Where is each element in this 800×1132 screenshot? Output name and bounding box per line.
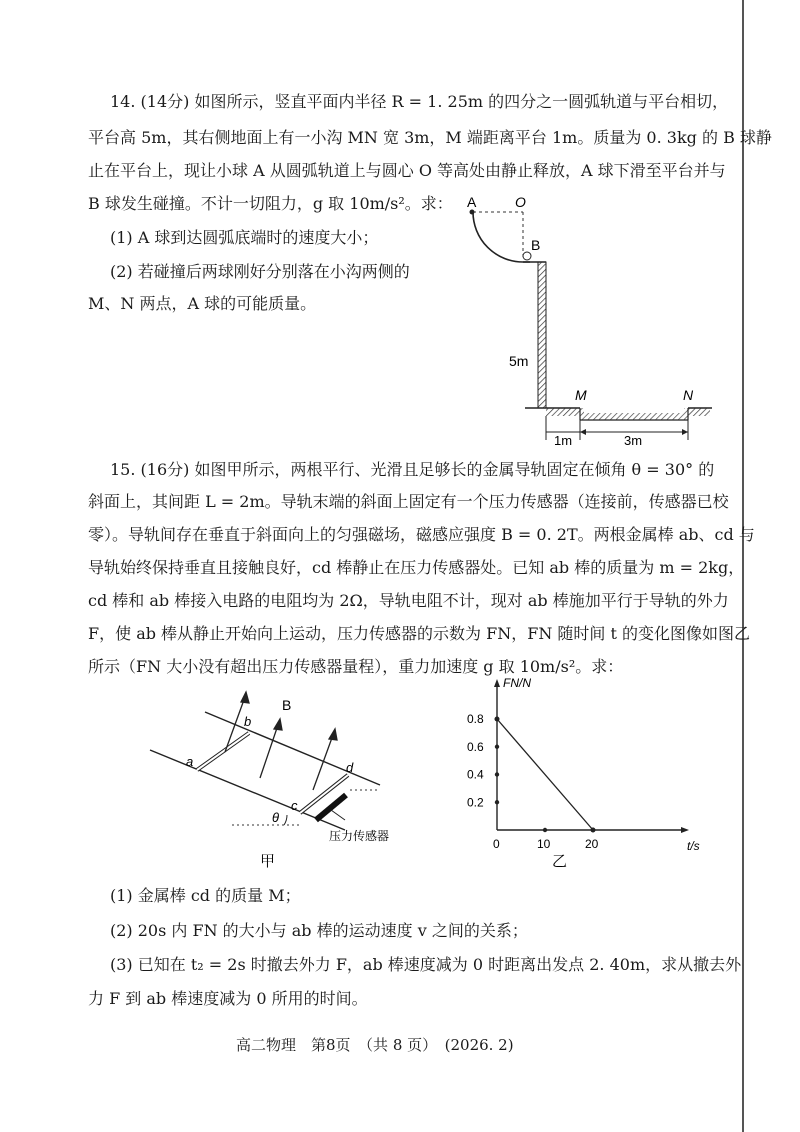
label-b: b [244,714,252,729]
page-footer: 高二物理 第8页 （共 8 页） (2026. 2) [236,1036,514,1054]
y-tick-dot [495,800,499,804]
label-m: M [575,387,587,403]
label-field-b: B [282,697,292,713]
q15-line2: 斜面上，其间距 L = 2m。导轨末端的斜面上固定有一个压力传感器（连接前，传感器已校 [88,492,729,511]
label-theta: θ [272,810,280,825]
q15-sub1: (1) 金属棒 cd 的质量 M； [110,886,301,905]
q15-line3: 零）。导轨间存在垂直于斜面向上的匀强磁场，磁感应强度 B = 0. 2T。两根金属棒 ab、cd 与 [88,525,755,544]
q14-line4: B 球发生碰撞。不计一切阻力，g 取 10m/s²。求： [88,194,453,213]
label-d: d [346,760,354,775]
label-n: N [683,387,694,403]
label-b: B [531,237,541,253]
label-3m: 3m [624,433,643,448]
x-tick-dot [543,828,547,832]
q15-sub3b: 力 F 到 ab 棒速度减为 0 所用的时间。 [88,989,368,1008]
y-axis-arrow [494,679,500,687]
q14-sub2a: (2) 若碰撞后两球刚好分别落在小沟两侧的 [110,262,410,281]
y-tick-label: 0.4 [467,767,484,782]
series-line [497,719,593,830]
q14-line3: 止在平台上，现让小球 A 从圆弧轨道上与圆心 O 等高处由静止释放，A 球下滑至平台并与 [88,161,726,180]
label-a: A [467,194,477,210]
y-axis-label: FN/N [503,676,531,690]
label-o: O [515,194,526,210]
data-point [591,828,596,833]
x-axis-arrow [681,827,689,833]
caption-yi: 乙 [552,853,568,870]
y-tick-dot [495,745,499,749]
q15-sub2: (2) 20s 内 FN 的大小与 ab 棒的运动速度 v 之间的关系； [110,921,528,940]
q14-sub2b: M、N 两点，A 球的可能质量。 [88,294,317,313]
q15-sub3a: (3) 已知在 t₂ = 2s 时撤去外力 F，ab 棒速度减为 0 时距离出发点 2. 40m，求从撤去外 [110,955,742,974]
label-1m: 1m [554,433,573,448]
q15-line6: F，使 ab 棒从静止开始向上运动，压力传感器的示数为 FN，FN 随时间 t 的变化图像如图乙 [88,624,751,643]
label-c: c [291,798,298,813]
y-tick-label: 0.8 [467,712,484,726]
y-tick-label: 0.6 [467,739,484,754]
y-tick-dot [495,772,499,776]
label-a: a [186,754,194,769]
q15-line4: 导轨始终保持垂直且接触良好，cd 棒静止在压力传感器处。已知 ab 棒的质量为 m = 2kg， [88,558,745,577]
q14-line1: 14. (14分) 如图所示，竖直平面内半径 R = 1. 25m 的四分之一圆弧轨道与平台相切， [110,92,729,111]
x-axis-label: t/s [687,839,700,853]
sensor-label: 压力传感器 [329,829,390,843]
q14-line2: 平台高 5m，其右侧地面上有一小沟 MN 宽 3m，M 端距离平台 1m。质量为 0. 3kg 的 B 球静 [88,128,772,147]
x-tick-label: 20 [585,837,599,851]
q15-line1: 15. (16分) 如图甲所示，两根平行、光滑且足够长的金属导轨固定在倾角 θ = 30° 的 [110,460,715,479]
q15-line5: cd 棒和 ab 棒接入电路的电阻均为 2Ω，导轨电阻不计，现对 ab 棒施加平行于导轨的外力 [88,591,729,610]
label-height: 5m [509,353,529,369]
caption-jia: 甲 [260,853,276,870]
y-tick-label: 0.2 [467,795,484,810]
x-tick-label: 10 [537,837,551,851]
x-tick-label: 0 [493,837,500,851]
data-point [495,717,500,722]
q15-line7: 所示（FN 大小没有超出压力传感器量程），重力加速度 g 取 10m/s²。求： [88,657,624,676]
q14-sub1: (1) A 球到达圆弧底端时的速度大小； [110,228,379,247]
